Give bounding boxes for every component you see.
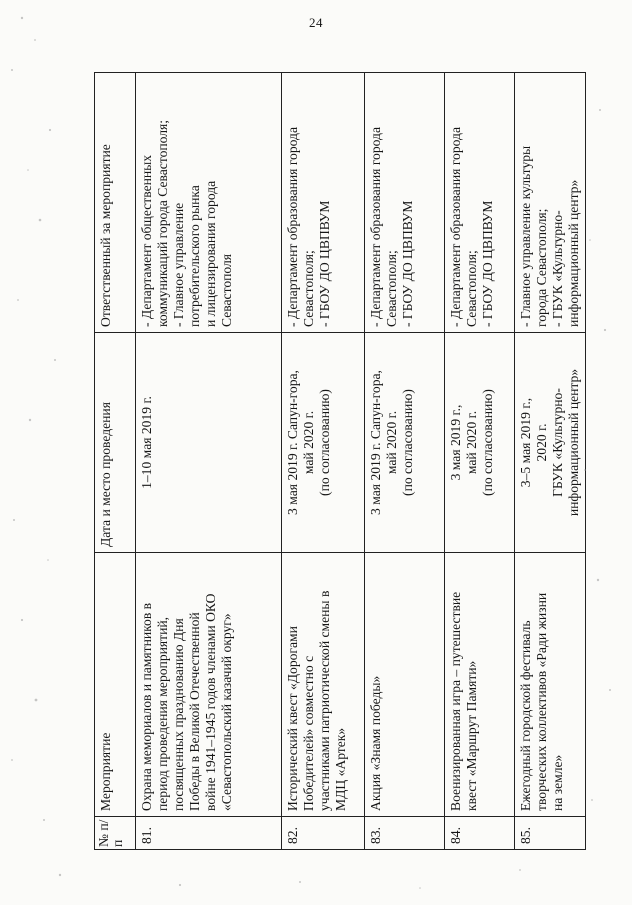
date-line: май 2020 г. [463,410,479,474]
header-num: № п/п [94,816,135,849]
event-line: Военизированная игра – путешествие [447,591,463,811]
responsible-line: потребительского рынка [186,184,202,327]
header-date-place: Дата и место проведения [94,332,135,552]
row-num: 84. [444,816,514,849]
row-num: 82. [281,816,364,849]
responsible-line: Севастополя; [300,249,316,327]
row-event [364,552,444,816]
date-line: 3 мая 2019 г., [447,404,463,480]
date-line: 3–5 мая 2019 г., [517,397,533,487]
date-line: (по согласованию) [316,388,332,496]
date-line: 1–10 мая 2019 г. [138,395,154,489]
date-line: (по согласованию) [399,388,415,496]
event-line: Победителей» совместно с [300,655,316,811]
date-line: 3 мая 2019 г. Сапун-гора, [284,369,300,515]
event-line: Исторический квест «Дорогами [284,625,300,811]
row-event [444,552,514,816]
row-date-place [514,332,585,552]
row-event [514,552,585,816]
table-row [514,72,585,849]
table-row [364,72,444,849]
row-responsible [364,72,444,332]
row-event [281,552,364,816]
responsible-line: Севастополя [218,253,234,327]
event-line: период проведения мероприятий, [154,616,170,811]
responsible-line: города Севастополя; [533,208,549,327]
rotated-table-wrapper [94,73,581,850]
responsible-line: Севастополя; [463,249,479,327]
responsible-line: - ГБУК «Культурно- [549,209,565,327]
row-responsible [444,72,514,332]
responsible-line: - Департамент образования города [367,126,383,327]
row-date-place [444,332,514,552]
event-line: Ежегодный городской фестиваль [517,619,533,811]
date-line: ГБУК «Культурно- [549,387,565,497]
event-line: Охрана мемориалов и памятников в [138,602,154,811]
date-line: информационный центр» [565,368,581,516]
event-line: посвященных празднованию Дня [170,617,186,811]
table-header-row [94,72,135,849]
responsible-line: - ГБОУ ДО ЦВПВУМ [399,200,415,327]
row-responsible [135,72,281,332]
responsible-line: - ГБОУ ДО ЦВПВУМ [316,200,332,327]
responsible-line: и лицензирования города [202,180,218,327]
date-line: 2020 г. [533,422,549,462]
date-line: май 2020 г. [383,410,399,474]
responsible-line: Севастополя; [383,249,399,327]
events-table [94,72,586,850]
responsible-line: коммуникаций города Севастополя; [154,119,170,327]
row-num: 81. [135,816,281,849]
responsible-line: - Главное управление [170,202,186,327]
row-date-place [281,332,364,552]
event-line: Победы в Великой Отечественной [186,611,202,811]
event-line: войне 1941–1945 годов членами ОКО [202,593,218,811]
event-line: участниками патриотической смены в [316,590,332,811]
row-responsible [281,72,364,332]
row-date-place [135,332,281,552]
date-line: (по согласованию) [479,388,495,496]
responsible-line: - ГБОУ ДО ЦВПВУМ [479,200,495,327]
event-line: Акция «Знамя победы» [367,675,383,811]
header-event: Мероприятие [94,552,135,816]
responsible-line: - Департамент общественных [138,154,154,327]
responsible-line: - Департамент образования города [284,126,300,327]
page-number: 24 [309,15,323,30]
responsible-line: - Главное управление культуры [517,145,533,327]
row-event [135,552,281,816]
row-num: 85. [514,816,585,849]
header-responsible: Ответственный за мероприятие [94,72,135,332]
event-line: МДЦ «Артек» [332,727,348,811]
date-line: май 2020 г. [300,410,316,474]
table-row [444,72,514,849]
row-num: 83. [364,816,444,849]
table-row [281,72,364,849]
responsible-line: информационный центр» [565,179,581,327]
row-responsible [514,72,585,332]
table-row [135,72,281,849]
row-date-place [364,332,444,552]
date-line: 3 мая 2019 г. Сапун-гора, [367,369,383,515]
event-line: на земле» [549,754,565,811]
event-line: «Севастопольский казачий округ» [218,612,234,811]
event-line: творческих коллективов «Ради жизни [533,592,549,811]
responsible-line: - Департамент образования города [447,126,463,327]
event-line: квест «Маршрут Памяти» [463,660,479,811]
